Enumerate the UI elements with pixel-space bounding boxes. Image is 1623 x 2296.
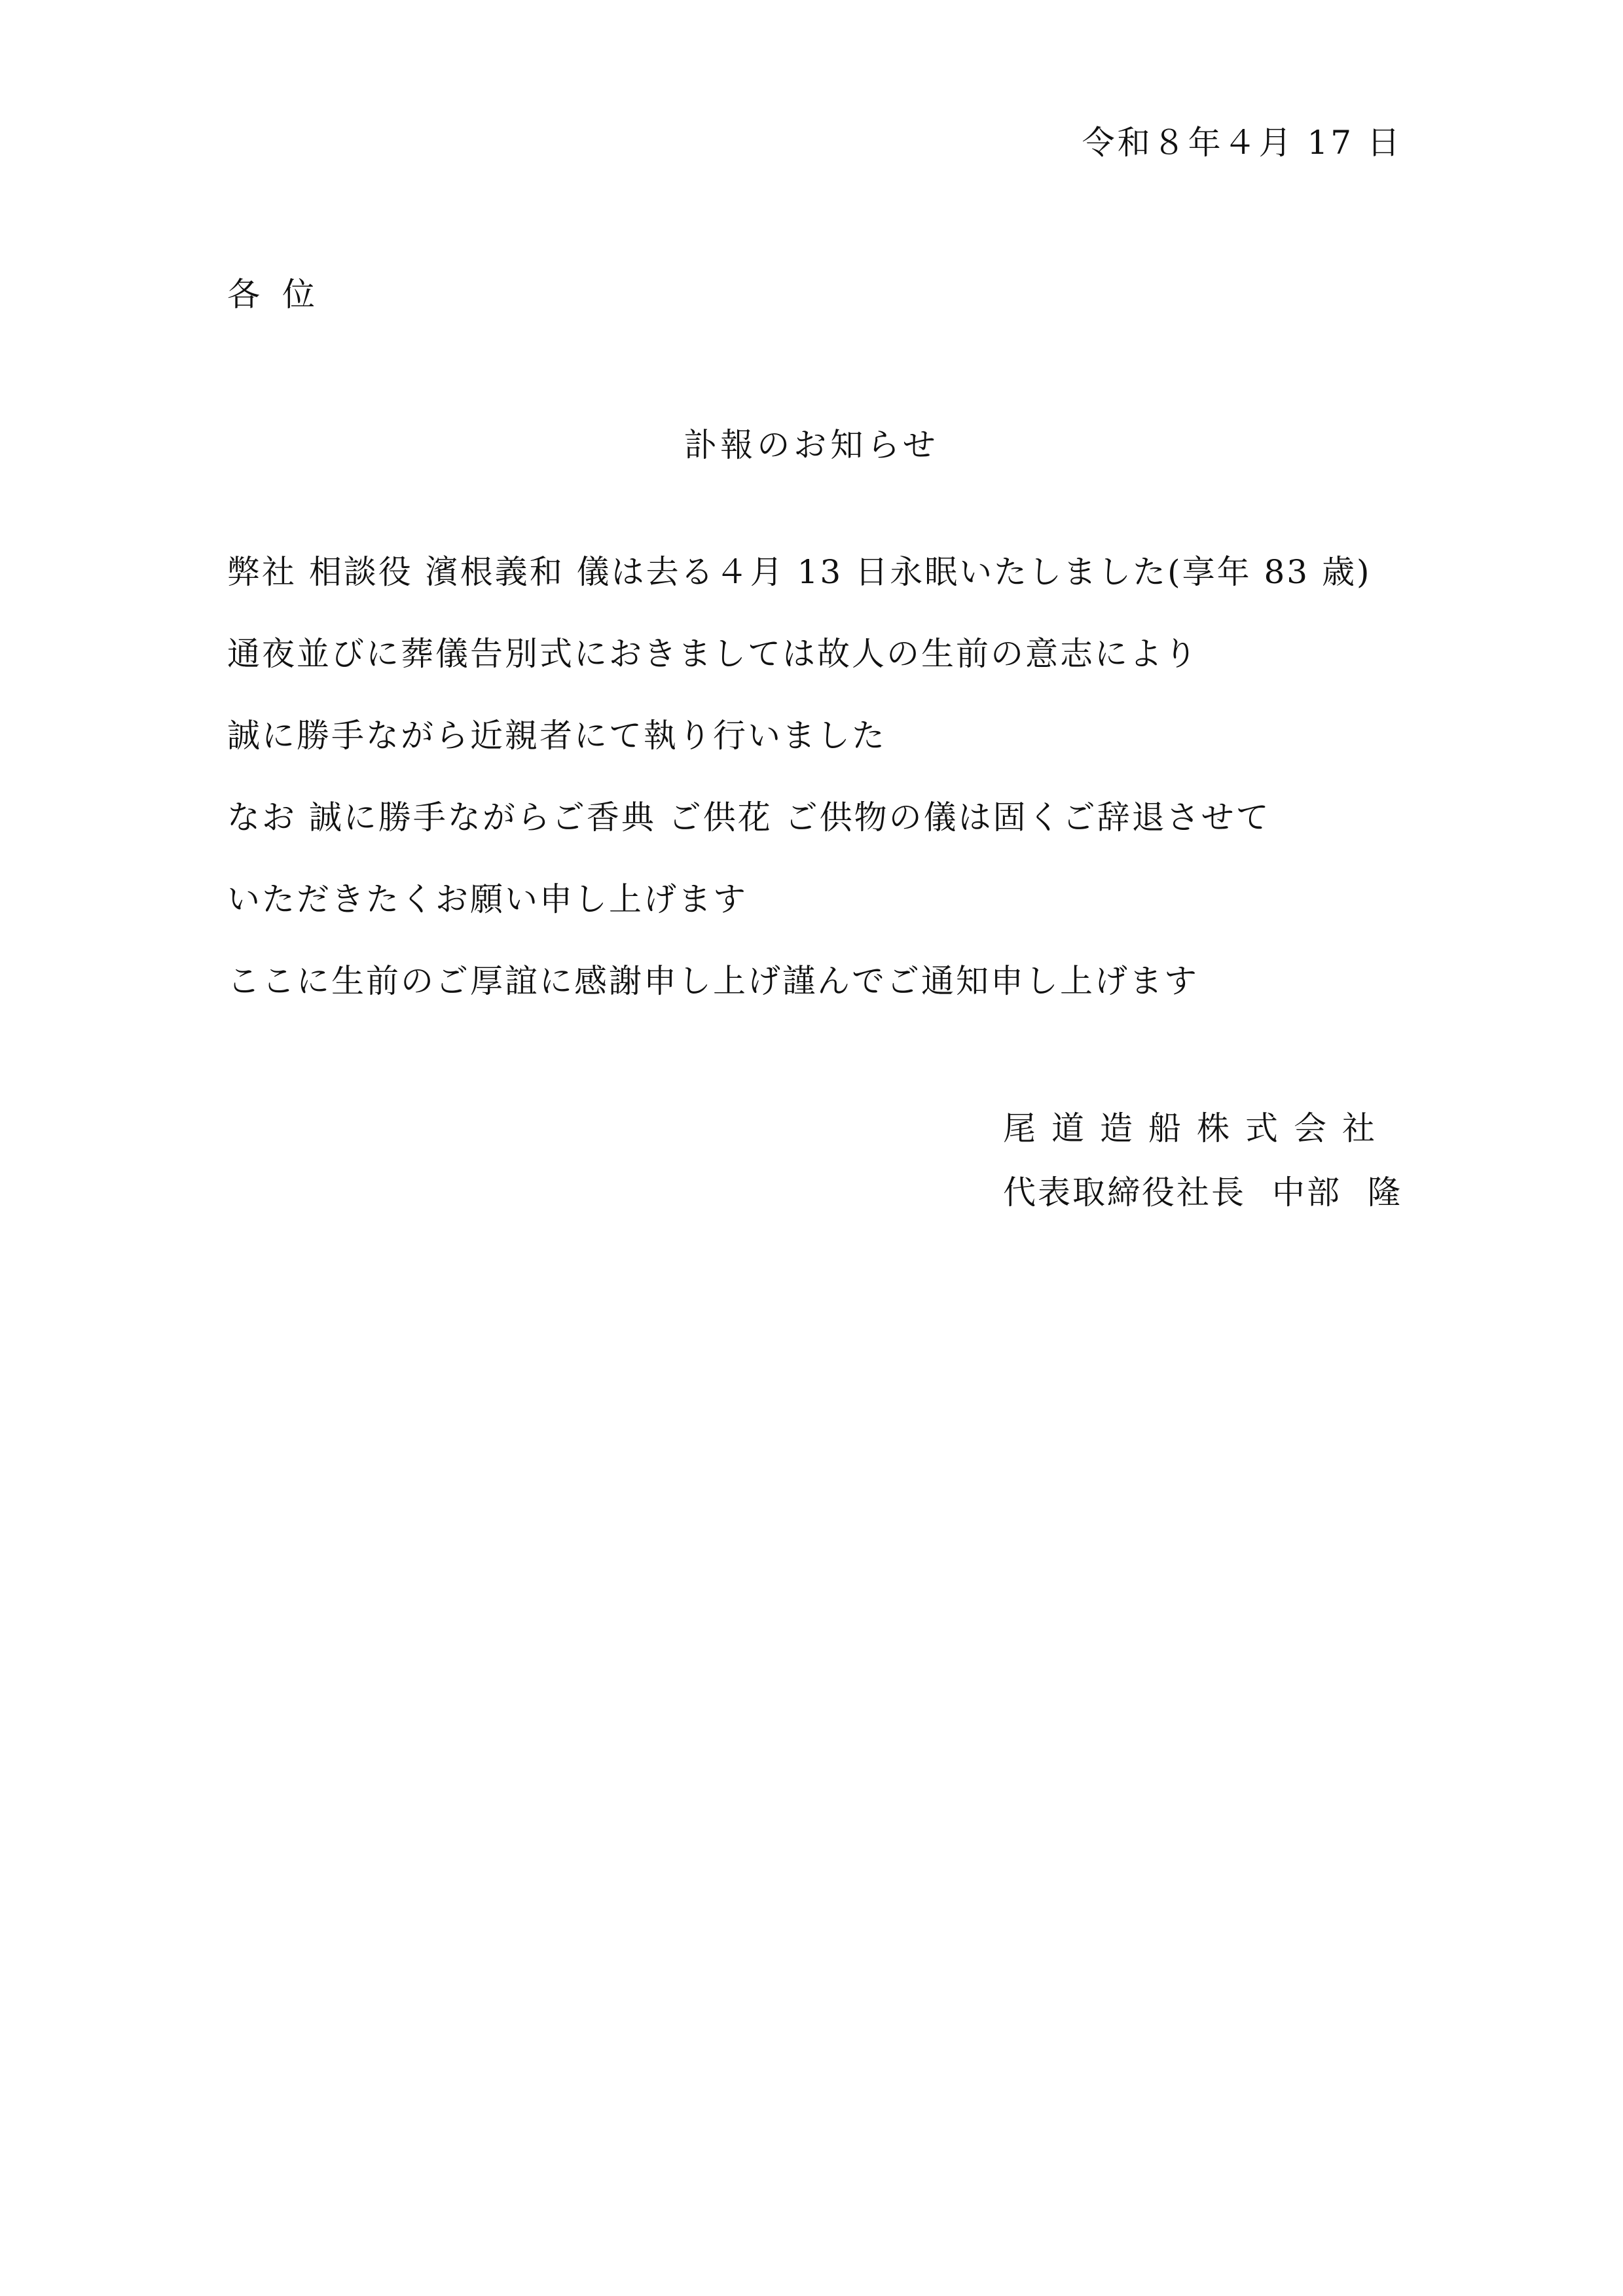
company-name: 尾道造船株式会社	[1003, 1109, 1391, 1147]
document-date: 令和８年４月 17 日	[1082, 124, 1402, 162]
representative	[1003, 1160, 1402, 1225]
representative-title: 代表取締役社長	[1003, 1174, 1246, 1211]
body-line: 誠に勝手ながら近親者にて執り行いました	[227, 717, 886, 755]
document-title: 訃報のお知らせ	[684, 426, 939, 464]
notice-body	[227, 531, 1406, 1022]
body-line: なお 誠に勝手ながらご香典 ご供花 ご供物の儀は固くご辞退させて	[227, 798, 1271, 836]
body-line: 通夜並びに葬儀告別式におきましては故人の生前の意志により	[227, 635, 1199, 673]
body-line: 弊社 相談役 濱根義和 儀は去る４月 13 日永眠いたしました(享年 83 歳)	[227, 553, 1372, 591]
representative-family-name: 中部	[1272, 1174, 1341, 1211]
body-line: いただきたくお願い申し上げます	[227, 880, 748, 918]
signature-block	[1003, 1096, 1402, 1225]
representative-given-name: 隆	[1368, 1174, 1402, 1211]
addressee: 各位	[227, 276, 337, 314]
body-line: ここに生前のご厚誼に感謝申し上げ謹んでご通知申し上げます	[227, 962, 1199, 1000]
